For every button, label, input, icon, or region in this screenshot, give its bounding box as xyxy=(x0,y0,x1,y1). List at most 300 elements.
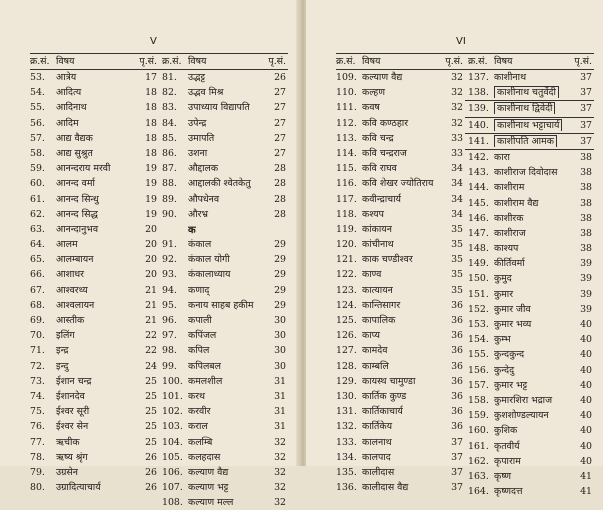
entry-subject-text: कंकाल xyxy=(188,239,212,251)
entry-subject-text: कुमुद xyxy=(494,273,512,285)
table-row xyxy=(465,302,594,317)
entry-page: 35 xyxy=(451,284,463,296)
table-header xyxy=(336,54,465,70)
table-row xyxy=(465,317,594,332)
entry-page: 38 xyxy=(580,197,592,209)
page-number: VI xyxy=(456,36,466,47)
entry-page: 27 xyxy=(274,102,286,114)
entry-subject-text: काशीराम वैद्य xyxy=(494,197,539,209)
section-letter xyxy=(188,222,268,236)
index-table xyxy=(30,53,288,510)
table-row xyxy=(159,267,288,282)
entry-subject xyxy=(56,131,139,144)
entry-subject-text: आनन्द सिन्धु xyxy=(56,193,99,205)
entry-page: 34 xyxy=(451,193,463,205)
entry-subject-text: कांचीनाथ xyxy=(362,239,394,251)
entry-page: 19 xyxy=(145,178,157,190)
entry-number: 79. xyxy=(30,466,45,478)
entry-subject xyxy=(188,70,268,83)
entry-subject xyxy=(56,176,139,189)
entry-subject xyxy=(362,419,445,432)
entry-subject-text: करवीर xyxy=(188,406,211,418)
entry-page: 31 xyxy=(274,375,286,387)
entry-number: 115. xyxy=(336,163,357,175)
table-row xyxy=(159,207,288,222)
entry-subject-text: औद्दालक xyxy=(188,163,219,175)
table-row xyxy=(159,359,288,374)
entry-number: 163. xyxy=(468,470,489,482)
entry-subject xyxy=(56,252,139,265)
entry-subject-text: कार्तिक कुण्ड xyxy=(362,390,407,402)
entry-subject-text: कालीदास xyxy=(362,466,395,478)
entry-subject xyxy=(188,176,268,189)
table-row xyxy=(30,252,159,267)
entry-subject-text: कांकायन xyxy=(362,223,392,235)
entry-subject-text: कल्हण xyxy=(362,87,385,99)
entry-subject xyxy=(56,328,139,341)
entry-subject-text: आलम xyxy=(56,239,78,251)
entry-number: 120. xyxy=(336,239,357,251)
entry-subject xyxy=(494,302,574,315)
entry-number: 155. xyxy=(468,349,489,361)
entry-page: 20 xyxy=(145,269,157,281)
entry-page: 36 xyxy=(451,330,463,342)
entry-page: 31 xyxy=(274,406,286,418)
entry-number: 148. xyxy=(468,243,489,255)
entry-subject xyxy=(362,404,445,417)
entry-subject-text: ऋचीक xyxy=(56,436,80,448)
page-number: V xyxy=(150,36,157,47)
entry-subject-text: कुमार भट्ट xyxy=(494,379,528,391)
entry-subject xyxy=(362,435,445,448)
entry-subject xyxy=(56,298,139,311)
entry-number: 73. xyxy=(30,375,45,387)
entry-subject xyxy=(362,85,445,98)
table-row xyxy=(159,176,288,191)
entry-subject xyxy=(362,100,445,113)
entry-number: 93. xyxy=(162,269,177,281)
entry-subject xyxy=(494,287,574,300)
entry-number: 152. xyxy=(468,303,489,315)
table-row xyxy=(159,465,288,480)
entry-subject xyxy=(188,207,268,220)
table-row xyxy=(30,283,159,298)
table-row xyxy=(159,419,288,434)
entry-page: 18 xyxy=(145,87,157,99)
entry-subject-text: कवि राघव xyxy=(362,163,397,175)
section-letter-row xyxy=(159,222,288,237)
entry-number: 104. xyxy=(162,436,183,448)
entry-page: 21 xyxy=(145,284,157,296)
entry-subject-text: कुशिक xyxy=(494,425,518,437)
entry-page: 39 xyxy=(580,288,592,300)
header-subject: विषय xyxy=(56,56,75,67)
entry-page: 37 xyxy=(451,466,463,478)
entry-page: 36 xyxy=(451,360,463,372)
entry-number: 151. xyxy=(468,288,489,300)
entry-subject-text: उद्भव मिश्र xyxy=(188,87,224,99)
header-page: पृ.सं. xyxy=(268,56,286,67)
entry-number: 83. xyxy=(162,102,177,114)
entry-subject-text: आदित्य xyxy=(56,87,82,99)
table-row xyxy=(336,267,465,282)
entry-page: 34 xyxy=(451,163,463,175)
entry-page: 25 xyxy=(145,436,157,448)
entry-number: 53. xyxy=(30,72,45,83)
entry-subject-text: कवि शेखर ज्योतिराय xyxy=(362,178,434,190)
entry-subject xyxy=(494,469,574,482)
entry-number: 119. xyxy=(336,223,357,235)
entry-subject xyxy=(188,465,268,478)
entry-number: 100. xyxy=(162,375,183,387)
table-row xyxy=(159,313,288,328)
entry-page: 26 xyxy=(145,451,157,463)
entry-number: 134. xyxy=(336,451,357,463)
table-row xyxy=(336,131,465,146)
entry-subject xyxy=(56,116,139,129)
table-row xyxy=(465,423,594,438)
entry-subject-text: कामदेव xyxy=(362,345,388,357)
entry-subject-text: कुन्देदु xyxy=(494,364,515,376)
entry-number: 162. xyxy=(468,455,489,467)
entry-number: 147. xyxy=(468,227,489,239)
entry-subject xyxy=(56,283,139,296)
entry-subject xyxy=(56,450,139,463)
table-row xyxy=(465,85,594,101)
entry-subject-text: काशीराज xyxy=(494,227,526,239)
entry-number: 106. xyxy=(162,466,183,478)
entry-subject xyxy=(188,359,268,372)
table-row xyxy=(30,328,159,343)
entry-subject-text: काशीनाथ xyxy=(494,72,527,83)
entry-subject-text: उशना xyxy=(188,147,208,159)
entry-page: 35 xyxy=(451,254,463,266)
entry-number: 86. xyxy=(162,147,177,159)
entry-page: 40 xyxy=(580,425,592,437)
entry-page: 39 xyxy=(580,258,592,270)
entry-number: 136. xyxy=(336,482,357,494)
entry-number: 135. xyxy=(336,466,357,478)
entry-subject xyxy=(56,374,139,387)
table-row xyxy=(336,222,465,237)
entry-page: 39 xyxy=(580,273,592,285)
entry-page: 36 xyxy=(451,406,463,418)
entry-page: 40 xyxy=(580,410,592,422)
entry-subject xyxy=(56,435,139,448)
entry-page: 21 xyxy=(145,299,157,311)
entry-subject-text: कृष्णदत्त xyxy=(494,486,523,498)
entry-subject xyxy=(494,484,574,497)
entry-number: 129. xyxy=(336,375,357,387)
entry-page: 27 xyxy=(274,147,286,159)
entry-subject xyxy=(494,85,574,98)
entry-number: 137. xyxy=(468,72,489,83)
entry-subject xyxy=(56,389,139,402)
entry-subject xyxy=(188,85,268,98)
table-row xyxy=(336,389,465,404)
entry-subject xyxy=(56,419,139,432)
table-row xyxy=(465,180,594,195)
table-row xyxy=(30,267,159,282)
entry-subject-text: काशीनाथ द्विवेदी xyxy=(494,102,555,114)
table-row xyxy=(30,100,159,115)
entry-subject xyxy=(188,192,268,205)
entry-page: 32 xyxy=(274,482,286,494)
entry-page: 32 xyxy=(274,436,286,448)
entry-number: 149. xyxy=(468,258,489,270)
table-row xyxy=(336,465,465,480)
table-row xyxy=(336,404,465,419)
entry-page: 28 xyxy=(274,178,286,190)
entry-subject xyxy=(362,252,445,265)
table-row xyxy=(159,450,288,465)
entry-number: 66. xyxy=(30,269,45,281)
entry-page: 17 xyxy=(145,72,157,83)
table-row xyxy=(336,146,465,161)
entry-number: 58. xyxy=(30,147,45,159)
entry-number: 105. xyxy=(162,451,183,463)
table-row xyxy=(336,374,465,389)
entry-number: 132. xyxy=(336,421,357,433)
entry-page: 31 xyxy=(274,390,286,402)
entry-number: 61. xyxy=(30,193,45,205)
entry-subject xyxy=(494,378,574,391)
entry-subject-text: कल्याण भट्ट xyxy=(188,482,229,494)
table-row xyxy=(159,100,288,115)
entry-subject xyxy=(188,343,268,356)
entry-page: 38 xyxy=(580,227,592,239)
entry-subject-text: उग्रसेन xyxy=(56,466,78,478)
entry-subject xyxy=(362,465,445,478)
entry-number: 75. xyxy=(30,406,45,418)
entry-page: 26 xyxy=(274,72,286,83)
entry-subject-text: कवि चन्द्र xyxy=(362,132,394,144)
entry-page: 35 xyxy=(451,269,463,281)
table-row xyxy=(336,116,465,131)
table-row xyxy=(30,419,159,434)
entry-page: 37 xyxy=(580,72,592,83)
entry-subject xyxy=(362,450,445,463)
entry-page: 36 xyxy=(451,421,463,433)
entry-subject-text: कृपाराम xyxy=(494,455,521,467)
table-row xyxy=(159,389,288,404)
entry-number: 116. xyxy=(336,178,357,190)
entry-page: 33 xyxy=(451,132,463,144)
entry-page: 35 xyxy=(451,223,463,235)
entry-subject xyxy=(188,131,268,144)
table-row xyxy=(336,192,465,207)
entry-page: 28 xyxy=(274,193,286,205)
entry-subject-text: करथ xyxy=(188,390,206,402)
entry-page: 37 xyxy=(580,87,592,99)
entry-subject-text: आशाधर xyxy=(56,269,84,281)
table-row xyxy=(465,271,594,286)
entry-subject-text: आस्तीक xyxy=(56,315,85,326)
entry-page: 33 xyxy=(451,147,463,159)
entry-subject xyxy=(494,118,574,131)
entry-subject xyxy=(188,100,268,113)
entry-subject-text: इन्दु xyxy=(56,360,69,372)
entry-subject-text: कृतवीर्य xyxy=(494,440,520,452)
table-row xyxy=(30,207,159,222)
entry-subject-text: कपिल xyxy=(188,345,210,357)
entry-subject-text: आश्वरथ्य xyxy=(56,284,88,296)
entry-subject-text: ईशानदेव xyxy=(56,390,85,402)
entry-subject xyxy=(494,226,574,239)
entry-page: 37 xyxy=(580,119,592,131)
table-row xyxy=(336,237,465,252)
entry-number: 146. xyxy=(468,212,489,224)
table-row xyxy=(465,256,594,271)
table-row xyxy=(159,480,288,495)
entry-subject-text: काशीरक xyxy=(494,212,524,224)
entry-number: 131. xyxy=(336,406,357,418)
table-row xyxy=(159,85,288,100)
entry-page: 28 xyxy=(274,163,286,175)
table-row xyxy=(336,435,465,450)
entry-number: 112. xyxy=(336,117,357,129)
entry-subject xyxy=(188,480,268,493)
entry-page: 22 xyxy=(145,345,157,357)
entry-subject xyxy=(56,480,139,493)
entry-page: 29 xyxy=(274,284,286,296)
entry-number: 124. xyxy=(336,299,357,311)
table-row xyxy=(30,192,159,207)
entry-page: 24 xyxy=(145,360,157,372)
entry-number: 138. xyxy=(468,87,489,99)
entry-page: 20 xyxy=(145,223,157,235)
entry-page: 19 xyxy=(145,163,157,175)
table-row xyxy=(159,131,288,146)
table-row xyxy=(465,134,594,150)
entry-page: 40 xyxy=(580,440,592,452)
table-row xyxy=(336,343,465,358)
entry-number: 141. xyxy=(468,135,489,147)
table-row xyxy=(465,241,594,256)
table-row xyxy=(30,131,159,146)
entry-page: 40 xyxy=(580,349,592,361)
entry-subject xyxy=(494,70,574,83)
entry-page: 18 xyxy=(145,102,157,114)
entry-page: 40 xyxy=(580,334,592,346)
entry-page: 32 xyxy=(451,72,463,83)
entry-subject-text: आश्वलायन xyxy=(56,299,95,311)
entry-subject xyxy=(362,161,445,174)
entry-number: 90. xyxy=(162,208,177,220)
table-row xyxy=(465,393,594,408)
entry-page: 37 xyxy=(451,451,463,463)
entry-page: 31 xyxy=(274,421,286,433)
entry-subject-text: कुम्भ xyxy=(494,334,511,346)
entry-subject xyxy=(362,131,445,144)
entry-subject-text: कार्तिकेय xyxy=(362,421,393,433)
entry-number: 96. xyxy=(162,315,177,326)
entry-subject xyxy=(362,359,445,372)
entry-subject-text: कुन्दकुन्द xyxy=(494,349,525,361)
entry-subject xyxy=(188,237,268,250)
entry-number: 82. xyxy=(162,87,177,99)
entry-number: 157. xyxy=(468,379,489,391)
entry-number: 133. xyxy=(336,436,357,448)
entry-page: 26 xyxy=(145,466,157,478)
left-page xyxy=(0,0,300,509)
table-row xyxy=(30,450,159,465)
entry-subject xyxy=(188,389,268,402)
table-row xyxy=(465,408,594,423)
entry-number: 62. xyxy=(30,208,45,220)
entry-subject-text: कुमार जीव xyxy=(494,303,531,315)
entry-subject-text: आत्रेय xyxy=(56,72,77,83)
entry-page: 38 xyxy=(580,167,592,179)
entry-page: 22 xyxy=(145,330,157,342)
entry-subject-text: आनन्द सिद्ध xyxy=(56,208,98,220)
entry-subject xyxy=(188,283,268,296)
entry-subject xyxy=(494,393,574,406)
entry-number: 154. xyxy=(468,334,489,346)
entry-page: 32 xyxy=(274,451,286,463)
entry-subject-text: कवीन्द्राचार्य xyxy=(362,193,401,205)
entry-subject xyxy=(362,343,445,356)
entry-number: 60. xyxy=(30,178,45,190)
entry-number: 76. xyxy=(30,421,45,433)
table-row xyxy=(336,85,465,100)
table-row xyxy=(30,465,159,480)
header-subject: विषय xyxy=(494,56,513,67)
entry-subject-text: कलहदास xyxy=(188,451,221,463)
entry-subject-text: उपाध्याय विद्यापति xyxy=(188,102,250,114)
entry-number: 97. xyxy=(162,330,177,342)
table-row xyxy=(159,283,288,298)
entry-subject xyxy=(362,146,445,159)
table-row xyxy=(30,343,159,358)
entry-subject-text: कुमारशिरा भद्राज xyxy=(494,394,553,406)
entry-subject-text: आदिम xyxy=(56,117,79,129)
entry-subject xyxy=(56,313,139,326)
table-row xyxy=(336,359,465,374)
entry-page: 40 xyxy=(580,455,592,467)
entry-subject xyxy=(362,389,445,402)
entry-page: 30 xyxy=(274,315,286,326)
entry-subject xyxy=(362,207,445,220)
entry-number: 94. xyxy=(162,284,177,296)
entry-page: 27 xyxy=(274,132,286,144)
entry-subject-text: कवि कण्ठहार xyxy=(362,117,409,129)
entry-subject xyxy=(188,404,268,417)
entry-page: 30 xyxy=(274,360,286,372)
entry-subject-text: काण्व xyxy=(362,269,382,281)
entry-page: 25 xyxy=(145,390,157,402)
entry-number: 164. xyxy=(468,486,489,498)
entry-subject-text: कपाली xyxy=(188,315,212,326)
entry-subject-text: कात्यायन xyxy=(362,284,393,296)
right-page xyxy=(306,0,603,498)
entry-number: 118. xyxy=(336,208,357,220)
entry-number: 77. xyxy=(30,436,45,448)
entry-page: 18 xyxy=(145,117,157,129)
entry-number: 55. xyxy=(30,102,45,114)
entry-page: 36 xyxy=(451,315,463,326)
entry-subject xyxy=(362,176,445,189)
entry-subject-text: कालपाद xyxy=(362,451,391,463)
entry-number: 150. xyxy=(468,273,489,285)
entry-page: 37 xyxy=(451,436,463,448)
index-table xyxy=(336,53,594,499)
table-row xyxy=(30,237,159,252)
entry-page: 41 xyxy=(580,486,592,498)
entry-number: 127. xyxy=(336,345,357,357)
entry-number: 80. xyxy=(30,482,45,494)
entry-number: 88. xyxy=(162,178,177,190)
